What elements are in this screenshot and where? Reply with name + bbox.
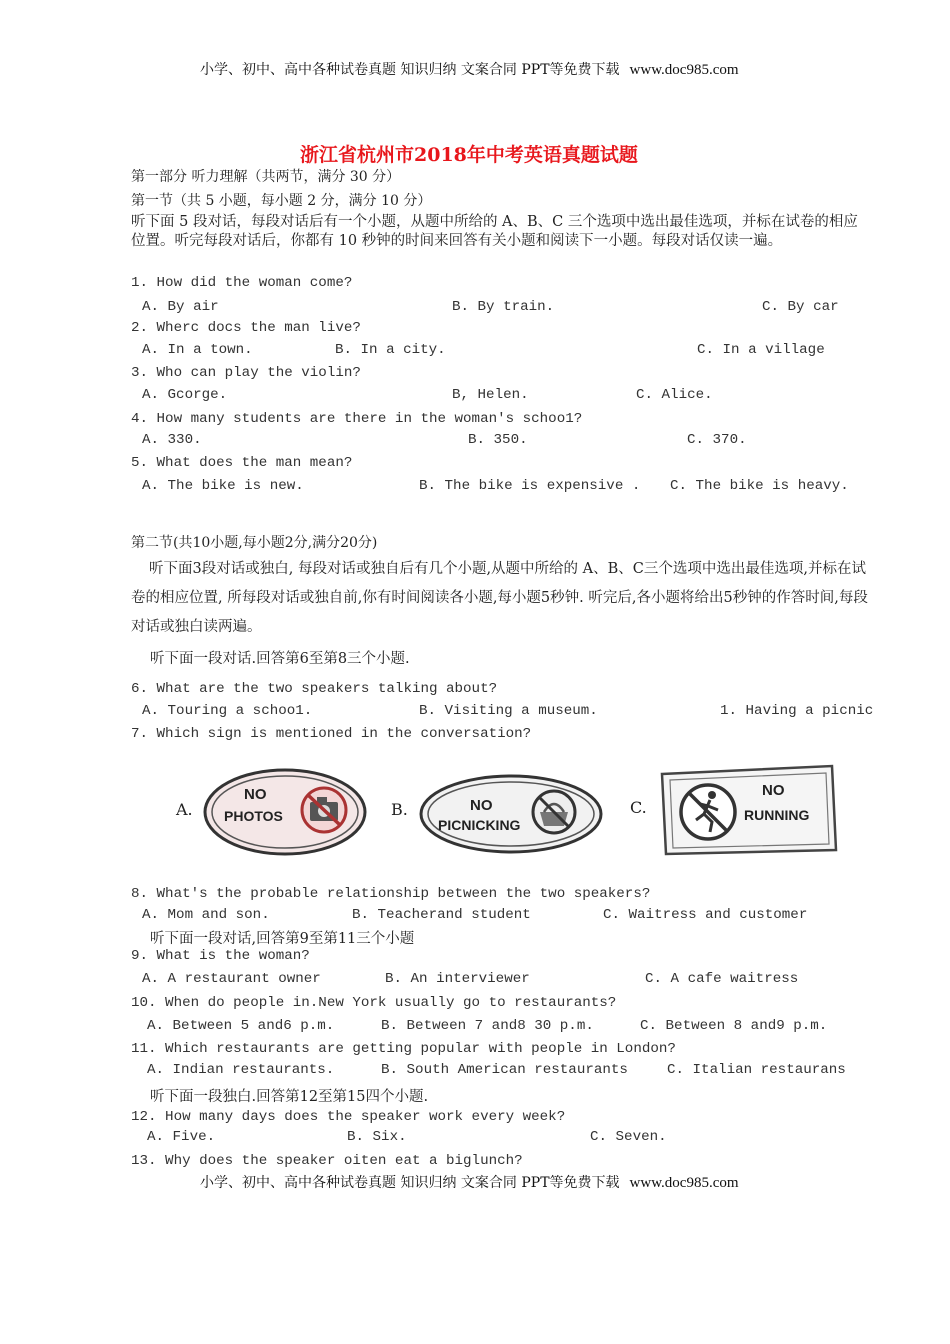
banner-url[interactable]: www.doc985.com [629, 1175, 739, 1191]
q6-option-a: A. Touring a schoo1. [142, 703, 313, 719]
q12-stem: 12. How many days does the speaker work every week? [131, 1109, 566, 1125]
q12-option-b: B. Six. [347, 1129, 407, 1145]
q4-option-c: C. 370. [687, 432, 747, 448]
q5-option-b: B. The bike is expensive . [419, 478, 641, 494]
q6-stem: 6. What are the two speakers talking about? [131, 681, 498, 697]
sign-c-line1: NO [762, 782, 785, 799]
q9-option-c: C. A cafe waitress [645, 971, 799, 987]
q10-stem: 10. When do people in.New York usually go to restaurants? [131, 995, 617, 1011]
sign-b-line1: NO [470, 797, 493, 814]
q2-option-c: C. In a village [697, 342, 825, 358]
q8-option-c: C. Waitress and customer [603, 907, 808, 923]
q2-stem: 2. Wherc docs the man live? [131, 320, 361, 336]
q4-option-a: A. 330. [142, 432, 202, 448]
q2-option-a: A. In a town. [142, 342, 253, 358]
intro-9-11: 听下面一段对话,回答第9至第11三个小题 [150, 931, 415, 947]
q4-option-b: B. 350. [468, 432, 528, 448]
q11-stem: 11. Which restaurants are getting popular with people in London? [131, 1041, 676, 1057]
camera-icon [302, 788, 346, 832]
part1-heading: 第一部分 听力理解（共两节，满分 30 分） [131, 169, 401, 185]
q1-option-b: B. By train. [452, 299, 555, 315]
q5-option-a: A. The bike is new. [142, 478, 304, 494]
q9-option-b: B. An interviewer [385, 971, 530, 987]
q5-stem: 5. What does the man mean? [131, 455, 353, 471]
q8-option-b: B. Teacherand student [352, 907, 531, 923]
sign-b-line2: PICNICKING [438, 817, 521, 833]
sign-b-label: B. [391, 800, 408, 819]
section1-heading: 第一节（共 5 小题，每小题 2 分，满分 10 分） [131, 193, 432, 209]
q1-option-c: C. By car [762, 299, 839, 315]
sign-a-line1: NO [244, 786, 267, 803]
page-title: 浙江省杭州市2018年中考英语真题试题 [300, 144, 638, 166]
q11-option-c: C. Italian restaurans [667, 1062, 846, 1078]
q10-option-b: B. Between 7 and8 30 p.m. [381, 1018, 594, 1034]
q11-option-b: B. South American restaurants [381, 1062, 628, 1078]
q12-option-c: C. Seven. [590, 1129, 667, 1145]
sign-c-label: C. [630, 798, 647, 817]
banner-url[interactable]: www.doc985.com [629, 62, 739, 78]
intro-6-8: 听下面一段对话.回答第6至第8三个小题. [150, 651, 410, 667]
q10-option-a: A. Between 5 and6 p.m. [147, 1018, 335, 1034]
q6-option-c: 1. Having a picnic [720, 703, 874, 719]
q9-stem: 9. What is the woman? [131, 948, 310, 964]
q3-option-b: B, Helen. [452, 387, 529, 403]
q3-option-c: C. Alice. [636, 387, 713, 403]
picnic-basket-icon [533, 791, 575, 833]
sign-no-photos [200, 764, 370, 860]
q5-option-c: C. The bike is heavy. [670, 478, 849, 494]
intro-12-15: 听下面一段独白.回答第12至第15四个小题. [150, 1089, 429, 1105]
q13-stem: 13. Why does the speaker oiten eat a biglunch? [131, 1153, 523, 1169]
q6-option-b: B. Visiting a museum. [419, 703, 598, 719]
section1-instructions: 听下面 5 段对话，每段对话后有一个小题，从题中所给的 A、B、C 三个选项中选出最佳选项，并标在试卷的相应位置。听完每段对话后，你都有 10 秒钟的时间来回答有关小题和阅读下一小题。每段对话仅读一遍。 [131, 214, 858, 249]
q2-option-b: B. In a city. [335, 342, 446, 358]
q3-stem: 3. Who can play the violin? [131, 365, 361, 381]
sign-c-line2: RUNNING [744, 807, 810, 823]
q11-option-a: A. Indian restaurants. [147, 1062, 335, 1078]
bottom-banner [200, 1172, 739, 1192]
q9-option-a: A. A restaurant owner [142, 971, 321, 987]
section2-instructions: 听下面3段对话或独白, 每段对话或独自后有几个小题,从题中所给的 A、B、C三个选项中选出最佳选项,并标在试卷的相应位置, 所每段对话或独自前,你有时间阅读各小题,每小题5秒钟. 听完后,各小题将给出5秒钟的作答时间,每段对话或独白读两遍。 [131, 561, 868, 635]
sign-no-running [656, 762, 838, 858]
banner-text: 小学、初中、高中各种试卷真题 知识归纳 文案合同 PPT等免费下载 [200, 62, 620, 78]
q10-option-c: C. Between 8 and9 p.m. [640, 1018, 828, 1034]
banner-text: 小学、初中、高中各种试卷真题 知识归纳 文案合同 PPT等免费下载 [200, 1175, 620, 1191]
top-banner [200, 59, 739, 79]
q8-stem: 8. What's the probable relationship between the two speakers? [131, 886, 651, 902]
q4-stem: 4. How many students are there in the woman's schoo1? [131, 411, 583, 427]
q1-option-a: A. By air [142, 299, 219, 315]
q8-option-a: A. Mom and son. [142, 907, 270, 923]
q1-stem: 1. How did the woman come? [131, 275, 353, 291]
section2-heading: 第二节(共10小题,每小题2分,满分20分) [131, 535, 378, 551]
q7-stem: 7. Which sign is mentioned in the conversation? [131, 726, 532, 742]
sign-no-picnicking [416, 772, 606, 856]
sign-a-line2: PHOTOS [224, 808, 283, 824]
q3-option-a: A. Gcorge. [142, 387, 228, 403]
running-person-icon [681, 785, 735, 839]
q12-option-a: A. Five. [147, 1129, 216, 1145]
sign-a-label: A. [176, 800, 193, 819]
